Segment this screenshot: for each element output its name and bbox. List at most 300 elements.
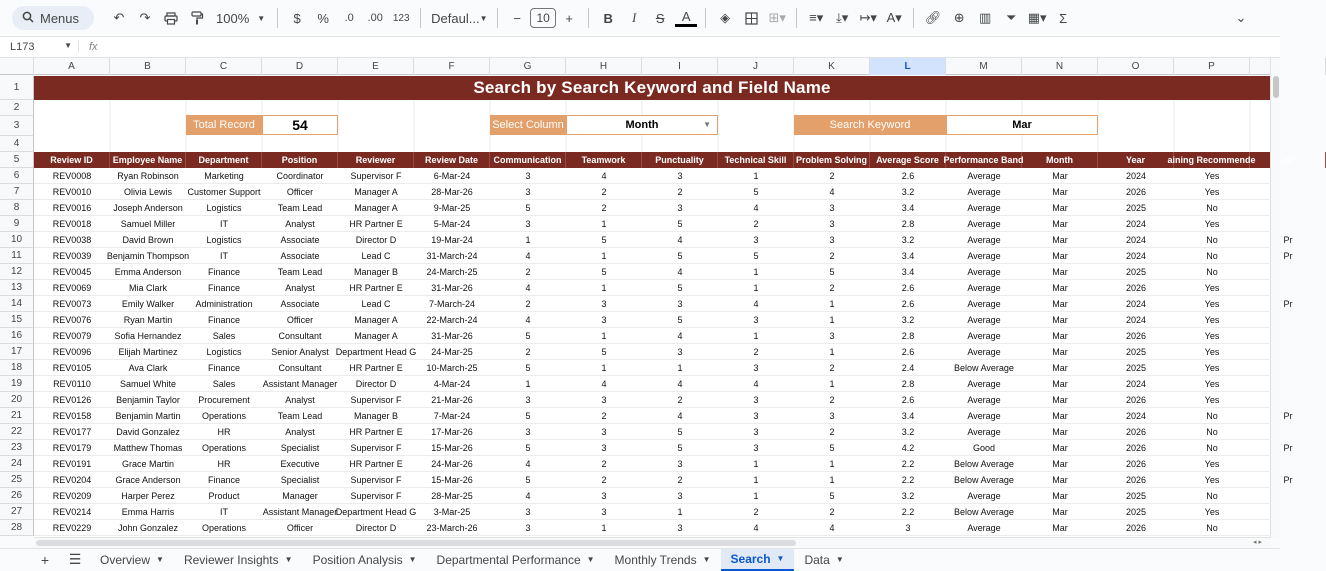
chart-icon[interactable]: ▥ xyxy=(979,10,992,25)
table-cell[interactable]: 2025 xyxy=(1125,203,1147,213)
row-header[interactable]: 12 xyxy=(0,264,34,280)
chevron-down-icon[interactable]: ▼ xyxy=(702,555,711,564)
table-cell[interactable]: Average xyxy=(967,523,1001,533)
table-cell[interactable] xyxy=(1250,360,1326,376)
table-cell[interactable]: 4 xyxy=(525,459,531,469)
chevron-down-icon[interactable]: ▼ xyxy=(776,554,785,563)
table-cell[interactable]: 5 xyxy=(753,187,759,197)
table-cell[interactable]: 2 xyxy=(601,411,607,421)
table-cell[interactable]: 21-Mar-26 xyxy=(431,395,473,405)
table-cell[interactable]: Average xyxy=(967,427,1001,437)
table-cell[interactable]: 2 xyxy=(753,219,759,229)
table-cell[interactable]: 2 xyxy=(677,395,683,405)
chevron-down-icon[interactable]: ▼ xyxy=(156,555,164,564)
table-cell[interactable]: Good xyxy=(972,443,996,453)
table-cell[interactable]: Mar xyxy=(1052,203,1068,213)
table-cell[interactable]: 2 xyxy=(829,363,835,373)
table-cell[interactable] xyxy=(1250,200,1326,216)
table-cell[interactable] xyxy=(1250,344,1326,360)
table-cell[interactable]: 28-Mar-26 xyxy=(431,187,473,197)
fill-color-icon[interactable]: ◈ xyxy=(720,10,731,25)
table-cell[interactable] xyxy=(1250,392,1326,408)
table-cell[interactable]: 4 xyxy=(677,379,683,389)
table-cell[interactable]: REV0038 xyxy=(52,235,92,245)
table-header-cell[interactable]: Position xyxy=(262,152,338,168)
table-cell[interactable]: 3 xyxy=(829,411,835,421)
row-header[interactable]: 11 xyxy=(0,248,34,264)
table-row[interactable] xyxy=(34,184,1270,200)
table-cell[interactable]: 3 xyxy=(905,523,911,533)
table-cell[interactable]: 3 xyxy=(525,523,531,533)
table-cell[interactable]: No xyxy=(1206,203,1218,213)
table-cell[interactable]: 3.4 xyxy=(901,411,915,421)
table-cell[interactable]: 3 xyxy=(753,395,759,405)
table-cell[interactable]: 3 xyxy=(677,171,683,181)
currency-format-button[interactable]: $ xyxy=(293,10,301,26)
table-cell[interactable]: Emily Walker xyxy=(121,299,175,309)
table-cell[interactable]: REV0126 xyxy=(52,395,92,405)
sheet-tab[interactable] xyxy=(427,549,605,571)
table-cell[interactable]: 2024 xyxy=(1125,299,1147,309)
table-cell[interactable]: 2025 xyxy=(1125,267,1147,277)
filter-views-icon[interactable]: ▦▾ xyxy=(1027,10,1047,25)
table-cell[interactable]: REV0179 xyxy=(52,443,92,453)
table-cell[interactable]: 3 xyxy=(677,347,683,357)
table-cell[interactable]: 1 xyxy=(601,283,607,293)
table-cell[interactable]: 1 xyxy=(829,379,835,389)
table-cell[interactable]: Harper Perez xyxy=(121,491,175,501)
table-cell[interactable]: REV0214 xyxy=(52,507,92,517)
table-cell[interactable]: Mar xyxy=(1052,171,1068,181)
sheet-grid[interactable] xyxy=(34,76,1294,537)
table-cell[interactable]: 3 xyxy=(525,395,531,405)
table-cell[interactable]: 24-March-25 xyxy=(426,267,478,277)
row-header[interactable]: 19 xyxy=(0,376,34,392)
column-header[interactable]: C xyxy=(186,58,262,75)
table-cell[interactable]: 3.2 xyxy=(901,427,915,437)
table-cell[interactable]: Mar xyxy=(1052,347,1068,357)
table-cell[interactable]: 2 xyxy=(677,187,683,197)
table-row[interactable] xyxy=(34,216,1270,232)
table-cell[interactable]: 5 xyxy=(829,443,835,453)
column-header[interactable]: A xyxy=(34,58,110,75)
table-cell[interactable]: HR Partner E xyxy=(349,363,403,373)
percent-format-button[interactable]: % xyxy=(317,10,329,26)
table-cell[interactable]: 2026 xyxy=(1125,459,1147,469)
table-cell[interactable]: REV0191 xyxy=(52,459,92,469)
table-cell[interactable]: Mar xyxy=(1052,507,1068,517)
row-header[interactable]: 13 xyxy=(0,280,34,296)
table-cell[interactable]: Yes xyxy=(1204,171,1220,181)
table-cell[interactable]: Samuel Miller xyxy=(120,219,176,229)
table-row[interactable] xyxy=(34,504,1270,520)
row-header[interactable]: 16 xyxy=(0,328,34,344)
table-cell[interactable]: Lead C xyxy=(361,299,391,309)
table-cell[interactable]: Yes xyxy=(1204,331,1220,341)
table-cell[interactable]: IT xyxy=(220,507,228,517)
table-cell[interactable]: Mar xyxy=(1052,523,1068,533)
table-cell[interactable]: 15-Mar-26 xyxy=(431,443,473,453)
table-cell[interactable]: 1 xyxy=(829,299,835,309)
table-cell[interactable]: 3.4 xyxy=(901,267,915,277)
table-cell[interactable]: REV0204 xyxy=(52,475,92,485)
table-cell[interactable]: REV0069 xyxy=(52,283,92,293)
chevron-down-icon[interactable]: ▼ xyxy=(284,555,293,564)
chevron-down-icon[interactable]: ▼ xyxy=(703,120,711,129)
table-cell[interactable]: Mar xyxy=(1052,379,1068,389)
scrollbar-thumb[interactable] xyxy=(36,540,796,546)
table-cell[interactable]: Marketing xyxy=(204,171,244,181)
table-cell[interactable]: 3 xyxy=(753,411,759,421)
table-cell[interactable]: 2.6 xyxy=(901,171,915,181)
search-keyword-input[interactable]: Mar xyxy=(946,115,1098,135)
table-row[interactable] xyxy=(34,520,1270,536)
table-cell[interactable]: 4 xyxy=(525,251,531,261)
table-cell[interactable]: 5 xyxy=(677,283,683,293)
table-cell[interactable]: Sales xyxy=(212,331,236,341)
table-cell[interactable]: 3 xyxy=(525,219,531,229)
table-cell[interactable]: Sales xyxy=(212,379,236,389)
table-cell[interactable]: 5 xyxy=(677,443,683,453)
table-cell[interactable]: 2024 xyxy=(1125,379,1147,389)
table-cell[interactable]: 2 xyxy=(525,267,531,277)
table-cell[interactable]: 4 xyxy=(677,267,683,277)
table-cell[interactable]: 3 xyxy=(753,443,759,453)
row-header[interactable]: 9 xyxy=(0,216,34,232)
table-cell[interactable]: 2 xyxy=(829,427,835,437)
table-cell[interactable]: 31-Mar-26 xyxy=(431,283,473,293)
column-header[interactable]: O xyxy=(1098,58,1174,75)
table-cell[interactable]: 1 xyxy=(601,219,607,229)
table-cell[interactable]: 4.2 xyxy=(901,443,915,453)
table-cell[interactable]: 23-March-26 xyxy=(426,523,478,533)
table-cell[interactable]: REV0039 xyxy=(52,251,92,261)
table-cell[interactable]: Average xyxy=(967,203,1001,213)
table-cell[interactable] xyxy=(1250,184,1326,200)
table-cell[interactable]: Product xyxy=(208,491,240,501)
table-cell[interactable]: Operations xyxy=(201,523,247,533)
table-cell[interactable]: 1 xyxy=(753,171,759,181)
table-cell[interactable]: 1 xyxy=(525,379,531,389)
table-cell[interactable]: Team Lead xyxy=(277,203,323,213)
table-row[interactable] xyxy=(34,328,1270,344)
column-header[interactable]: F xyxy=(414,58,490,75)
table-cell[interactable]: 3 xyxy=(829,235,835,245)
table-cell[interactable]: 2.6 xyxy=(901,283,915,293)
sheet-tab[interactable] xyxy=(721,549,795,571)
table-cell[interactable]: Sofia Hernandez xyxy=(114,331,182,341)
table-cell[interactable]: 24-Mar-25 xyxy=(431,347,473,357)
sheet-tab[interactable] xyxy=(303,549,427,571)
row-header[interactable]: 7 xyxy=(0,184,34,200)
table-cell[interactable]: 3 xyxy=(525,427,531,437)
chevron-down-icon[interactable]: ▼ xyxy=(586,555,595,564)
table-cell[interactable]: David Gonzalez xyxy=(116,427,180,437)
increase-font-size-button[interactable]: + xyxy=(565,10,573,26)
table-cell[interactable]: 2025 xyxy=(1125,347,1147,357)
table-row[interactable] xyxy=(34,424,1270,440)
table-cell[interactable]: 3.2 xyxy=(901,235,915,245)
table-cell[interactable]: Mar xyxy=(1052,187,1068,197)
table-cell[interactable]: Assistant Manager xyxy=(262,507,338,517)
text-wrap-icon[interactable]: ↦▾ xyxy=(859,10,877,25)
table-cell[interactable]: Pr xyxy=(1283,443,1293,453)
table-cell[interactable]: 2 xyxy=(601,203,607,213)
table-cell[interactable]: REV0045 xyxy=(52,267,92,277)
table-cell[interactable]: Mia Clark xyxy=(128,283,167,293)
table-cell[interactable]: Finance xyxy=(207,363,241,373)
paint-format-icon[interactable] xyxy=(186,6,208,30)
table-cell[interactable]: 1 xyxy=(753,475,759,485)
table-cell[interactable]: Average xyxy=(967,219,1001,229)
table-cell[interactable]: 2025 xyxy=(1125,491,1147,501)
table-cell[interactable]: 3.4 xyxy=(901,251,915,261)
column-header[interactable]: G xyxy=(490,58,566,75)
table-cell[interactable]: 2.8 xyxy=(901,379,915,389)
row-header[interactable]: 8 xyxy=(0,200,34,216)
table-cell[interactable]: 2 xyxy=(601,459,607,469)
table-cell[interactable]: Logistics xyxy=(206,347,242,357)
table-cell[interactable]: 1 xyxy=(601,363,607,373)
table-cell[interactable]: Officer xyxy=(286,523,314,533)
table-cell[interactable]: Manager A xyxy=(354,187,398,197)
table-cell[interactable]: 2025 xyxy=(1125,363,1147,373)
table-cell[interactable]: 2024 xyxy=(1125,315,1147,325)
table-cell[interactable]: No xyxy=(1206,443,1218,453)
table-cell[interactable]: 1 xyxy=(829,475,835,485)
table-cell[interactable]: 5 xyxy=(677,427,683,437)
table-cell[interactable]: 1 xyxy=(525,235,531,245)
table-cell[interactable]: Below Average xyxy=(954,475,1014,485)
table-cell[interactable]: REV0008 xyxy=(52,171,92,181)
table-cell[interactable]: IT xyxy=(220,219,228,229)
table-cell[interactable]: 3 xyxy=(525,187,531,197)
column-header[interactable]: B xyxy=(110,58,186,75)
table-cell[interactable]: Benjamin Martin xyxy=(115,411,181,421)
table-cell[interactable]: 24-Mar-26 xyxy=(431,459,473,469)
column-header[interactable]: E xyxy=(338,58,414,75)
table-cell[interactable]: Average xyxy=(967,235,1001,245)
table-cell[interactable]: Pr xyxy=(1283,475,1293,485)
table-cell[interactable]: 3 xyxy=(601,395,607,405)
comment-icon[interactable]: ⊕ xyxy=(953,10,965,25)
font-select[interactable] xyxy=(427,11,491,26)
table-cell[interactable]: 1 xyxy=(753,459,759,469)
table-cell[interactable]: Lead C xyxy=(361,251,391,261)
table-cell[interactable]: 19-Mar-24 xyxy=(431,235,473,245)
table-cell[interactable]: Mar xyxy=(1052,363,1068,373)
table-cell[interactable]: 2.6 xyxy=(901,347,915,357)
table-cell[interactable]: 4 xyxy=(601,379,607,389)
table-cell[interactable]: 4 xyxy=(677,235,683,245)
sheet-tab[interactable] xyxy=(794,549,853,571)
table-cell[interactable]: 3 xyxy=(677,299,683,309)
table-cell[interactable]: HR Partner E xyxy=(349,459,403,469)
table-cell[interactable]: 2.6 xyxy=(901,395,915,405)
table-cell[interactable]: Associate xyxy=(280,299,320,309)
row-header[interactable]: 4 xyxy=(0,136,34,152)
table-cell[interactable]: HR xyxy=(217,459,231,469)
table-cell[interactable]: Consultant xyxy=(278,331,322,341)
vertical-scrollbar[interactable] xyxy=(1270,58,1280,538)
merge-cells-icon[interactable]: ⊞▾ xyxy=(768,10,786,25)
italic-icon[interactable]: I xyxy=(632,10,637,25)
row-header[interactable]: 18 xyxy=(0,360,34,376)
table-cell[interactable]: Ryan Martin xyxy=(123,315,173,325)
column-header[interactable]: N xyxy=(1022,58,1098,75)
table-cell[interactable]: Benjamin Thompson xyxy=(106,251,190,261)
table-cell[interactable]: 2026 xyxy=(1125,427,1147,437)
table-cell[interactable]: 1 xyxy=(829,315,835,325)
table-cell[interactable]: Director D xyxy=(355,235,397,245)
table-cell[interactable]: 5 xyxy=(601,267,607,277)
table-cell[interactable]: 2024 xyxy=(1125,251,1147,261)
table-cell[interactable]: 5 xyxy=(525,363,531,373)
table-cell[interactable]: Average xyxy=(967,315,1001,325)
table-cell[interactable]: 6-Mar-24 xyxy=(433,171,471,181)
table-cell[interactable]: 3 xyxy=(829,203,835,213)
row-header[interactable]: 21 xyxy=(0,408,34,424)
table-cell[interactable]: Yes xyxy=(1204,187,1220,197)
table-cell[interactable]: Manager B xyxy=(353,267,399,277)
table-header-cell[interactable]: Problem Solving xyxy=(794,152,870,168)
column-header[interactable]: P xyxy=(1174,58,1250,75)
table-cell[interactable]: Officer xyxy=(286,315,314,325)
table-cell[interactable]: 5 xyxy=(525,443,531,453)
table-cell[interactable]: Yes xyxy=(1204,395,1220,405)
table-cell[interactable]: Mar xyxy=(1052,491,1068,501)
table-cell[interactable]: 2024 xyxy=(1125,235,1147,245)
row-header[interactable]: 22 xyxy=(0,424,34,440)
number-format-button[interactable]: 123 xyxy=(392,12,410,24)
table-cell[interactable]: 2026 xyxy=(1125,523,1147,533)
table-cell[interactable]: 4 xyxy=(525,491,531,501)
table-cell[interactable]: Assistant Manager xyxy=(262,379,338,389)
column-header[interactable] xyxy=(1250,58,1326,75)
table-cell[interactable] xyxy=(1250,520,1326,536)
table-cell[interactable]: 1 xyxy=(677,363,683,373)
add-sheet-icon[interactable]: + xyxy=(40,551,50,568)
table-cell[interactable]: 4 xyxy=(753,299,759,309)
table-cell[interactable]: Ava Clark xyxy=(128,363,168,373)
align-icon[interactable]: ≡▾ xyxy=(809,10,824,25)
table-cell[interactable]: Logistics xyxy=(206,203,242,213)
table-cell[interactable]: Customer Support xyxy=(187,187,261,197)
text-rotation-icon[interactable]: A▾ xyxy=(886,10,902,25)
table-cell[interactable]: 4 xyxy=(677,331,683,341)
row-header[interactable]: 3 xyxy=(0,116,34,136)
table-cell[interactable]: Yes xyxy=(1204,459,1220,469)
table-header-cell[interactable]: Teamwork xyxy=(566,152,642,168)
table-cell[interactable]: 2 xyxy=(829,251,835,261)
table-cell[interactable]: Pr xyxy=(1283,251,1293,261)
table-cell[interactable]: 2 xyxy=(601,475,607,485)
table-cell[interactable]: Average xyxy=(967,379,1001,389)
table-cell[interactable]: Manager A xyxy=(354,315,398,325)
horizontal-scrollbar[interactable] xyxy=(34,537,1270,547)
table-cell[interactable]: Executive xyxy=(280,459,320,469)
zoom-select[interactable] xyxy=(210,11,271,26)
table-row[interactable] xyxy=(34,312,1270,328)
table-cell[interactable]: Director D xyxy=(355,379,397,389)
table-cell[interactable]: Specialist xyxy=(280,443,320,453)
table-cell[interactable]: Below Average xyxy=(954,363,1014,373)
table-cell[interactable]: 4 xyxy=(677,411,683,421)
table-cell[interactable]: 5 xyxy=(601,347,607,357)
table-header-cell[interactable]: Employee Name xyxy=(110,152,186,168)
table-cell[interactable]: Department Head G xyxy=(335,507,417,517)
table-cell[interactable]: 2026 xyxy=(1125,283,1147,293)
table-cell[interactable]: 2026 xyxy=(1125,395,1147,405)
table-cell[interactable]: Below Average xyxy=(954,507,1014,517)
table-cell[interactable]: 5-Mar-24 xyxy=(433,219,471,229)
table-cell[interactable]: No xyxy=(1206,523,1218,533)
table-cell[interactable]: Analyst xyxy=(285,219,315,229)
table-cell[interactable]: Team Lead xyxy=(277,411,323,421)
table-cell[interactable]: 2.2 xyxy=(901,507,915,517)
table-cell[interactable]: REV0079 xyxy=(52,331,92,341)
table-cell[interactable]: Logistics xyxy=(206,235,242,245)
name-box[interactable] xyxy=(0,41,78,53)
table-cell[interactable]: REV0105 xyxy=(52,363,92,373)
table-cell[interactable]: Manager A xyxy=(354,331,398,341)
table-cell[interactable]: Coordinator xyxy=(276,171,324,181)
table-cell[interactable]: No xyxy=(1206,427,1218,437)
vertical-align-icon[interactable]: ⤓▾ xyxy=(836,10,849,25)
table-cell[interactable]: 4 xyxy=(753,379,759,389)
table-cell[interactable]: Average xyxy=(967,187,1001,197)
table-cell[interactable]: Joseph Anderson xyxy=(113,203,183,213)
strikethrough-icon[interactable]: S xyxy=(655,10,665,26)
table-cell[interactable]: 1 xyxy=(601,251,607,261)
font-size-input[interactable]: 10 xyxy=(530,8,556,28)
table-cell[interactable]: Yes xyxy=(1204,347,1220,357)
select-column-dropdown[interactable] xyxy=(566,115,718,135)
table-cell[interactable] xyxy=(1250,280,1326,296)
row-header[interactable]: 27 xyxy=(0,504,34,520)
table-cell[interactable]: Mar xyxy=(1052,251,1068,261)
table-cell[interactable]: Mar xyxy=(1052,443,1068,453)
table-cell[interactable]: 3 xyxy=(601,507,607,517)
row-header[interactable]: 24 xyxy=(0,456,34,472)
table-cell[interactable]: Supervisor F xyxy=(350,395,402,405)
chevron-down-icon[interactable]: ▼ xyxy=(835,555,844,564)
table-cell[interactable]: Mar xyxy=(1052,411,1068,421)
table-cell[interactable]: 2.2 xyxy=(901,459,915,469)
table-cell[interactable]: Yes xyxy=(1204,315,1220,325)
table-cell[interactable]: Average xyxy=(967,347,1001,357)
table-cell[interactable]: 3 xyxy=(829,219,835,229)
table-cell[interactable]: Pr xyxy=(1283,411,1293,421)
table-cell[interactable] xyxy=(1250,376,1326,392)
table-header-cell[interactable]: Review ID xyxy=(34,152,110,168)
table-cell[interactable]: Finance xyxy=(207,315,241,325)
row-header[interactable]: 17 xyxy=(0,344,34,360)
table-cell[interactable]: 4 xyxy=(753,523,759,533)
table-cell[interactable]: Matthew Thomas xyxy=(113,443,183,453)
table-cell[interactable]: Average xyxy=(967,267,1001,277)
table-cell[interactable]: REV0209 xyxy=(52,491,92,501)
functions-icon[interactable]: Σ xyxy=(1059,10,1068,26)
column-header[interactable]: J xyxy=(718,58,794,75)
table-cell[interactable]: 2026 xyxy=(1125,475,1147,485)
table-row[interactable] xyxy=(34,472,1293,488)
table-cell[interactable] xyxy=(1250,168,1326,184)
table-cell[interactable]: Associate xyxy=(280,251,320,261)
table-cell[interactable]: REV0018 xyxy=(52,219,92,229)
table-cell[interactable]: 4 xyxy=(525,283,531,293)
scroll-arrows-icon[interactable]: ◂ ▸ xyxy=(1253,539,1262,546)
